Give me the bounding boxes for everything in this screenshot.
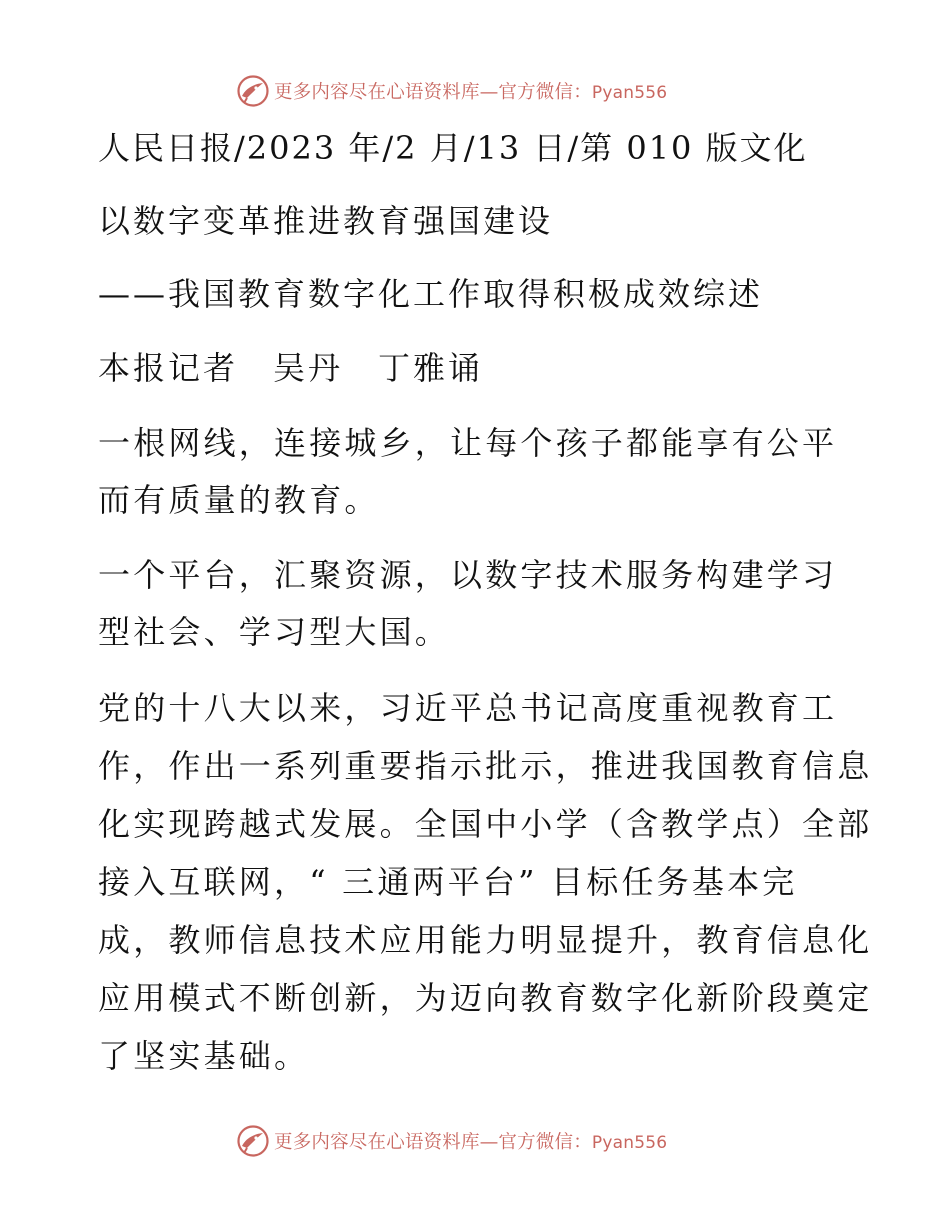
watermark-wechat-id: Pyan556 <box>591 83 668 103</box>
paragraph-3-line-4: 接入互联网，“ 三通两平台” 目标任务基本完 <box>98 863 798 901</box>
paragraph-3-line-1: 党的十八大以来，习近平总书记高度重视教育工 <box>98 689 838 727</box>
publication-info: 人民日报/2023 年/2 月/13 日/第 010 版文化 <box>98 129 808 167</box>
fountain-pen-logo-icon <box>236 74 270 108</box>
paragraph-3-line-3: 化实现跨越式发展。全国中小学（含教学点）全部 <box>98 805 873 843</box>
paragraph-2-line-1: 一个平台，汇聚资源，以数字技术服务构建学习 <box>98 556 838 594</box>
article-subtitle: ——我国教育数字化工作取得积极成效综述 <box>98 275 764 313</box>
paragraph-1-line-2: 而有质量的教育。 <box>98 481 380 519</box>
watermark-wechat-id: Pyan556 <box>591 1133 668 1153</box>
watermark-text: 更多内容尽在心语资料库—官方微信：Pyan556 <box>274 1132 668 1153</box>
watermark-header <box>236 73 667 109</box>
paragraph-3-line-7: 了坚实基础。 <box>98 1037 310 1075</box>
paragraph-3-line-2: 作，作出一系列重要指示批示，推进我国教育信息 <box>98 747 873 785</box>
article-title: 以数字变革推进教育强国建设 <box>98 202 554 240</box>
fountain-pen-logo-icon <box>236 1124 270 1158</box>
article-byline: 本报记者 吴丹 丁雅诵 <box>98 349 484 387</box>
paragraph-1-line-1: 一根网线，连接城乡，让每个孩子都能享有公平 <box>98 424 838 462</box>
paragraph-3-line-5: 成，教师信息技术应用能力明显提升，教育信息化 <box>98 921 873 959</box>
paragraph-2-line-2: 型社会、学习型大国。 <box>98 613 451 651</box>
watermark-footer <box>236 1123 667 1159</box>
watermark-text: 更多内容尽在心语资料库—官方微信：Pyan556 <box>274 82 668 103</box>
paragraph-3-line-6: 应用模式不断创新，为迈向教育数字化新阶段奠定 <box>98 979 873 1017</box>
